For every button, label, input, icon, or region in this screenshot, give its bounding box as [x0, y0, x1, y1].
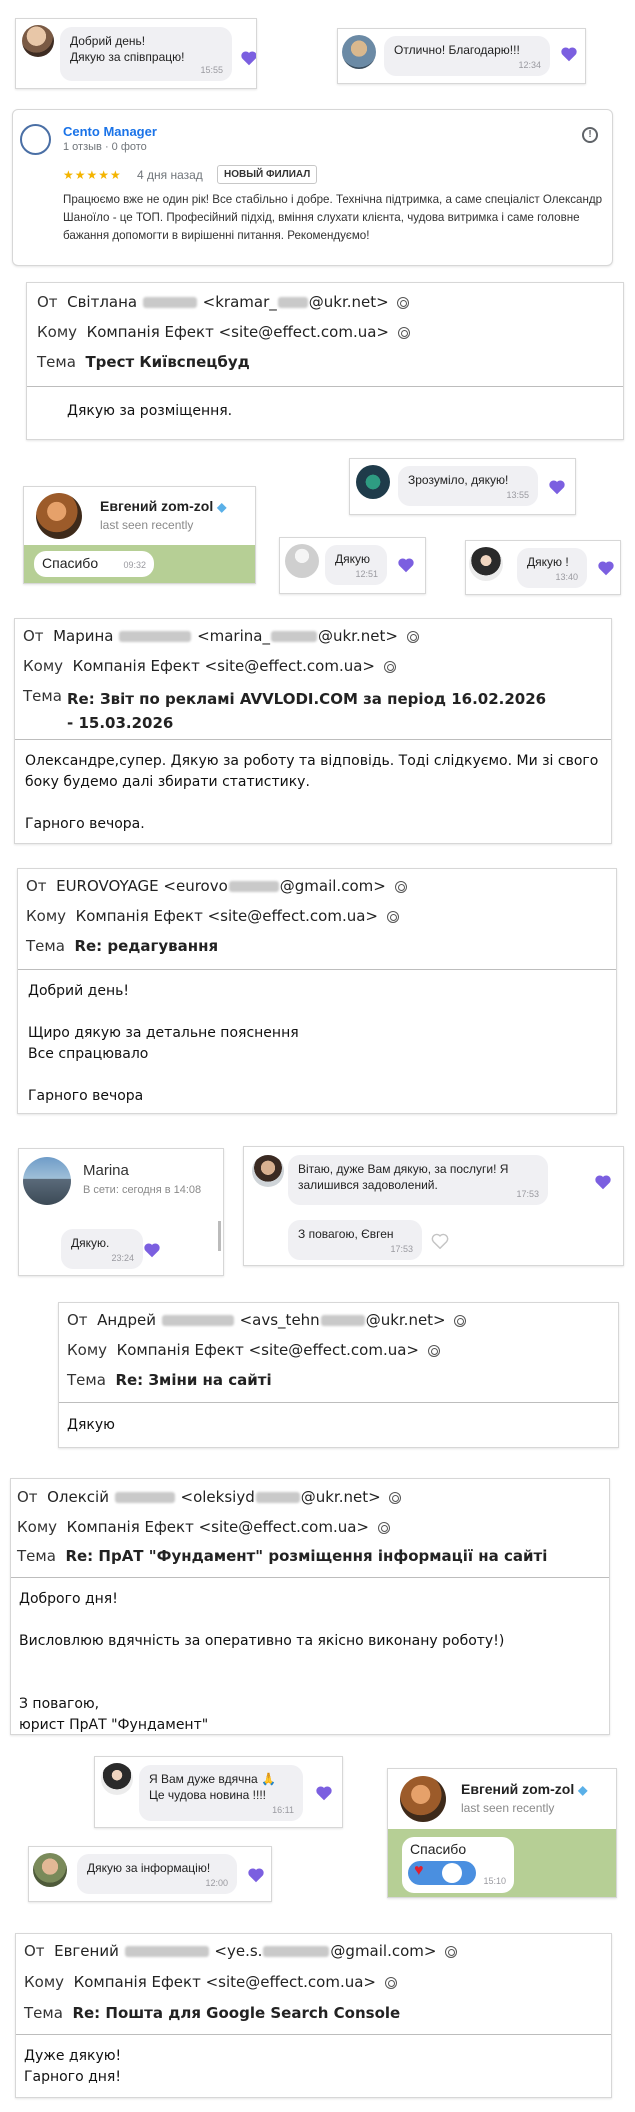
divider [16, 2034, 611, 2035]
email-to-row: Кому Компанія Ефект <site@effect.com.ua> [17, 1518, 609, 1536]
message-text: Спасибо [410, 1841, 467, 1857]
email-body: Олександре,супер. Дякую за роботу та відповідь. Тоді слідкуємо. Ми зі свого боку будемо далі збирати статистику. Гарного вечора. [25, 753, 599, 832]
heart-outline-icon[interactable] [431, 1233, 449, 1249]
rating-stars: ★★★★★ [63, 168, 122, 182]
email-subject: Re: Зміни на сайті [115, 1371, 272, 1389]
recipient-address: Компанія Ефект <site@effect.com.ua> [66, 1518, 370, 1536]
message-time: 16:11 [272, 1805, 294, 1815]
message-time: 12:00 [205, 1878, 228, 1888]
message-bubble [288, 1220, 422, 1260]
viber-message-card-2 [337, 28, 586, 84]
contact-icon[interactable] [384, 661, 396, 673]
avatar [33, 1853, 67, 1887]
recipient-address: Компанія Ефект <site@effect.com.ua> [75, 907, 379, 925]
email-card-6 [15, 1933, 612, 2098]
email-body: Добрий день! Щиро дякую за детальне пояснення Все спрацювало Гарного вечора [28, 983, 299, 1104]
contact-icon[interactable] [445, 1946, 457, 1958]
redacted-text [143, 297, 197, 308]
scrollbar[interactable] [218, 1221, 221, 1251]
chat-header [24, 487, 255, 545]
message-time: 23:24 [111, 1253, 134, 1263]
avatar [22, 25, 54, 57]
message-text: Вітаю, дуже Вам дякую, за послуги! Я залишився задоволений. [298, 1162, 509, 1192]
email-to-row: Кому Компанія Ефект <site@effect.com.ua> [24, 1973, 611, 1991]
contact-icon[interactable] [387, 911, 399, 923]
heart-icon: ♥ [414, 1862, 424, 1879]
divider [59, 1402, 618, 1403]
sender-name: Евгений [54, 1942, 119, 1960]
sender-name: Олексій [47, 1488, 109, 1506]
info-icon[interactable]: ! [582, 127, 598, 143]
email-from-row: От Світлана <kramar_ @ukr.net> [37, 293, 623, 311]
email-subject: Re: Пошта для Google Search Console [72, 2004, 401, 2022]
message-text: Дякую ! [527, 555, 569, 569]
message-bubble [139, 1765, 303, 1821]
email-from-row: От Олексій <oleksiyd @ukr.net> [17, 1488, 609, 1506]
message-time: 13:40 [555, 572, 578, 582]
diamond-icon: ◆ [578, 1783, 588, 1797]
diamond-icon: ◆ [217, 500, 227, 514]
redacted-text [278, 297, 308, 308]
message-bubble [402, 1837, 514, 1893]
avatar [469, 547, 503, 581]
avatar [252, 1155, 284, 1187]
viber-chat-card-evgen [243, 1146, 624, 1266]
avatar [400, 1776, 446, 1822]
sender-address-end: @ukr.net> [308, 293, 389, 311]
email-subject: Re: ПрАТ "Фундамент" розміщення інформації на сайті [65, 1547, 548, 1565]
redacted-text [119, 631, 191, 642]
sender-address-start: <avs_tehn [239, 1311, 320, 1329]
heart-icon[interactable] [240, 50, 257, 66]
contact-name: Евгений zom-zol ◆ [461, 1781, 588, 1797]
telegram-chat-card-marina [18, 1148, 224, 1276]
message-bubble [34, 551, 154, 577]
email-from-row: От Евгений <ye.s. @gmail.com> [24, 1942, 611, 1960]
contact-status: last seen recently [100, 518, 194, 532]
viber-message-card-6 [94, 1756, 343, 1828]
heart-icon[interactable] [397, 557, 415, 573]
google-review-card [12, 109, 613, 266]
message-time: 17:53 [516, 1189, 539, 1199]
email-subject: Трест Київспецбуд [85, 353, 250, 371]
sender-address-end: @gmail.com> [279, 877, 386, 895]
message-bubble [384, 36, 550, 76]
heart-icon[interactable] [594, 1174, 612, 1190]
divider [11, 1577, 609, 1578]
email-subject-row: Тема Re: Зміни на сайті [67, 1371, 272, 1389]
contact-icon[interactable] [378, 1522, 390, 1534]
sender-address-end: @ukr.net> [365, 1311, 446, 1329]
redacted-text [271, 631, 317, 642]
message-text: Дякую за інформацію! [87, 1861, 211, 1875]
recipient-address: Компанія Ефект <site@effect.com.ua> [116, 1341, 420, 1359]
reviewer-name[interactable]: Cento Manager [63, 124, 157, 139]
message-time: 12:51 [355, 569, 378, 579]
email-body: Дуже дякую! Гарного дня! [24, 2048, 122, 2085]
recipient-address: Компанія Ефект <site@effect.com.ua> [73, 1973, 377, 1991]
email-from-row: От Андрей <avs_tehn @ukr.net> [67, 1311, 618, 1329]
sender-name: Світлана [67, 293, 138, 311]
telegram-chat-card-2 [387, 1768, 617, 1898]
message-time: 15:10 [483, 1876, 506, 1886]
redacted-text [229, 881, 279, 892]
contact-icon[interactable] [389, 1492, 401, 1504]
email-subject-row: Тема Трест Київспецбуд [37, 353, 250, 371]
contact-icon[interactable] [428, 1345, 440, 1357]
email-body: Дякую [67, 1417, 115, 1433]
contact-icon[interactable] [385, 1977, 397, 1989]
message-text: Добрий день! Дякую за співпрацю! [70, 34, 185, 64]
viber-message-card-4 [279, 537, 426, 594]
reaction-pill[interactable] [408, 1861, 476, 1885]
new-branch-badge: НОВЫЙ ФИЛИАЛ [217, 165, 317, 184]
redacted-text [115, 1492, 175, 1503]
email-subject-row: Тема Re: редагування [26, 937, 219, 955]
message-text: Спасибо [42, 555, 99, 571]
email-card-3 [17, 868, 617, 1114]
heart-icon[interactable] [247, 1867, 265, 1883]
message-time: 17:53 [390, 1244, 413, 1254]
email-to-row: Кому Компанія Ефект <site@effect.com.ua> [67, 1341, 618, 1359]
redacted-text [263, 1946, 329, 1957]
sender-address-start: <eurovo [163, 877, 228, 895]
divider [15, 739, 611, 740]
email-subject: Re: редагування [74, 937, 219, 955]
message-text: Я Вам дуже вдячна 🙏 Це чудова новина !!!! [149, 1772, 277, 1802]
message-text: Дякую [335, 552, 371, 566]
sender-address-end: @gmail.com> [330, 1942, 437, 1960]
contact-icon[interactable] [454, 1315, 466, 1327]
review-text: Працюємо вже не один рік! Все стабільно і добре. Технічна підтримка, а саме спеціаліст Олександр Шаноїло - це ТОП. Професійний підхід, вміння слухати клієнта, чудова витримка і саме головне бажання допомогти в вирішенні питання. Рекомендуємо! [63, 193, 603, 242]
avatar [285, 544, 319, 578]
review-date: 4 дня назад [137, 168, 203, 182]
contact-icon[interactable] [398, 327, 410, 339]
email-body: Доброго дня! Висловлюю вдячність за оперативно та якісно виконану роботу!) З повагою, юрист ПрАТ "Фундамент" [19, 1591, 505, 1733]
sender-address-start: <marina_ [197, 627, 270, 645]
avatar [23, 1157, 71, 1205]
email-to-row: Кому Компанія Ефект <site@effect.com.ua> [26, 907, 616, 925]
email-subject-row: Тема Re: Пошта для Google Search Console [24, 2004, 401, 2022]
email-card-2: От Марина <marina_ @ukr.net> Кому Компанія Ефект <site@effect.com.ua> Тема Re: Звіт по рекламі AVVLODI.COM за період 16.02.2026 - 15.03.2026 Олександре,супер. Дякую за роботу та відповідь. Тоді слідкуємо. Ми зі свого боку будемо далі збирати статистику. Гарного вечора. [14, 618, 612, 844]
email-card-4 [58, 1302, 619, 1448]
divider [18, 969, 616, 970]
message-text: Отлично! Благодарю!!! [394, 43, 520, 57]
divider [27, 386, 623, 387]
sender-address-end: @ukr.net> [317, 627, 398, 645]
recipient-address: Компанія Ефект <site@effect.com.ua> [86, 323, 390, 341]
chat-header [388, 1769, 616, 1829]
sender-address-start: <oleksiyd [180, 1488, 255, 1506]
message-bubble [77, 1854, 237, 1894]
email-card-5 [10, 1478, 610, 1735]
message-time: 09:32 [123, 560, 146, 570]
message-bubble [517, 548, 587, 588]
heart-icon[interactable] [143, 1242, 161, 1258]
message-time: 15:55 [200, 65, 223, 75]
redacted-text [162, 1315, 234, 1326]
heart-icon[interactable] [548, 479, 566, 495]
reviewer-meta: 1 отзыв · 0 фото [63, 141, 147, 153]
heart-icon[interactable] [315, 1785, 333, 1801]
sender-address-start: <kramar_ [202, 293, 277, 311]
sender-name: EUROVOYAGE [56, 877, 159, 895]
message-bubble [398, 466, 538, 506]
email-from-row: От EUROVOYAGE <eurovo @gmail.com> [26, 877, 616, 895]
avatar [101, 1763, 133, 1795]
recipient-address: Компанія Ефект <site@effect.com.ua> [72, 657, 376, 675]
contact-icon[interactable] [395, 881, 407, 893]
message-time: 13:55 [506, 490, 529, 500]
telegram-chat-card-1 [23, 486, 256, 584]
email-body: Дякую за розміщення. [67, 403, 233, 419]
sender-name: Андрей [97, 1311, 157, 1329]
email-card-1 [26, 282, 624, 440]
redacted-text [256, 1492, 300, 1503]
email-subject: Re: Звіт по рекламі AVVLODI.COM за період 16.02.2026 - 15.03.2026 [67, 690, 547, 732]
contact-name: Marina [83, 1162, 129, 1179]
contact-status: last seen recently [461, 1801, 555, 1815]
sender-address-end: @ukr.net> [300, 1488, 381, 1506]
message-text: Дякую. [71, 1236, 110, 1250]
avatar [356, 465, 390, 499]
contact-icon[interactable] [397, 297, 409, 309]
contact-status: В сети: сегодня в 14:08 [83, 1184, 202, 1196]
sender-address-start: <ye.s. [214, 1942, 263, 1960]
redacted-text [321, 1315, 365, 1326]
message-bubble [288, 1155, 548, 1205]
avatar [342, 35, 376, 69]
contact-name: Евгений zom-zol ◆ [100, 498, 227, 514]
message-time: 12:34 [518, 60, 541, 70]
heart-icon[interactable] [597, 560, 615, 576]
sender-name: Марина [53, 627, 114, 645]
email-to-row: Кому Компанія Ефект <site@effect.com.ua> [23, 657, 611, 675]
heart-icon[interactable] [560, 46, 578, 62]
message-bubble [61, 1229, 143, 1269]
viber-message-card-7 [28, 1846, 272, 1902]
message-bubble [325, 545, 387, 585]
message-text: З повагою, Євген [298, 1227, 394, 1241]
email-to-row: Кому Компанія Ефект <site@effect.com.ua> [37, 323, 623, 341]
email-from-row: От Марина <marina_ @ukr.net> [23, 627, 611, 645]
message-bubble [60, 27, 232, 81]
message-text: Зрозуміло, дякую! [408, 473, 509, 487]
viber-message-card-1 [15, 18, 257, 89]
avatar [36, 493, 82, 539]
contact-icon[interactable] [407, 631, 419, 643]
viber-message-card-3 [349, 458, 576, 515]
email-subject-row: Тема Re: ПрАТ "Фундамент" розміщення інформації на сайті [17, 1547, 548, 1565]
viber-message-card-5 [465, 540, 621, 595]
redacted-text [125, 1946, 209, 1957]
avatar [442, 1863, 462, 1883]
avatar [20, 124, 51, 155]
